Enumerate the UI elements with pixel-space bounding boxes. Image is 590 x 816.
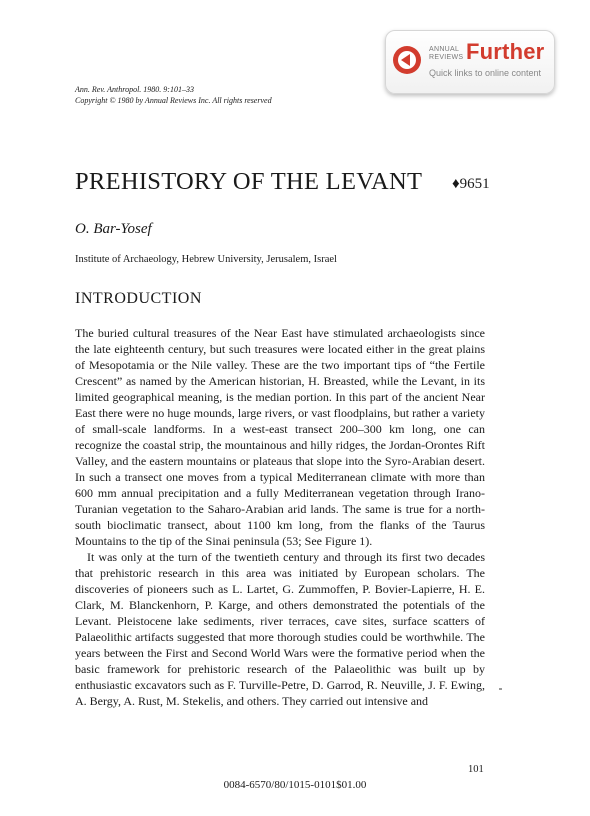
- article-code: ♦9651: [452, 176, 490, 192]
- citation-line: Ann. Rev. Anthropol. 1980. 9:101–33: [75, 85, 194, 94]
- copyright-line: Copyright © 1980 by Annual Reviews Inc. All rights reserved: [75, 96, 272, 105]
- play-arrow-icon: [392, 45, 422, 75]
- section-heading: INTRODUCTION: [75, 290, 202, 307]
- journal-citation: [75, 84, 272, 106]
- annual-reviews-label: ANNUAL REVIEWS: [429, 46, 464, 61]
- scan-speck: [499, 688, 502, 690]
- page-number: 101: [468, 764, 484, 775]
- author-name: O. Bar-Yosef: [75, 221, 152, 237]
- annual-reviews-further-badge[interactable]: [385, 30, 555, 94]
- article-title: PREHISTORY OF THE LEVANT: [75, 168, 423, 195]
- footer-code: 0084-6570/80/1015-0101$01.00: [223, 779, 367, 791]
- paragraph: The buried cultural treasures of the Near East have stimulated archaeologists since the late eighteenth century, but such treasures were located either in the great plains of Mesopotamia or the Nile valley. These are the two important tips of “the Fertile Crescent” as named by the American historian, H. Breasted, while the Levant, in its limited geographical meaning, is the median portion. In this part of the ancient Near East there were no huge mounds, large rivers, or vast floodplains, but rather a variety of small-scale landforms. In a west-east transect 200–300 km long, one can recognize the coastal strip, the mountainous and hilly ridges, the Jordan-Orontes Rift Valley, and the eastern mountains or plateaus that slope into the Syro-Arabian desert. In such a transect one moves from a typical Mediterranean climate with more than 600 mm annual precipitation and a fully Mediterranean vegetation through Irano-Turanian vegetation to the Saharo-Arabian arid lands. The same is true for a north-south bioclimatic transect, about 1100 km long, from the flanks of the Taurus Mountains to the tip of the Sinai peninsula (53; See Figure 1).: [75, 326, 485, 548]
- further-label: Further: [466, 39, 545, 64]
- quick-links-tagline: Quick links to online content: [429, 68, 542, 78]
- paragraph: It was only at the turn of the twentieth century and through its first two decades that prehistoric research in this area was initiated by European scholars. The discoveries of pioneers such as L. Lartet, G. Zummoffen, P. Bovier-Lapierre, H. E. Clark, M. Blanckenhorn, P. Karge, and others demonstrated the potentials of the Levant. Pleistocene lake sediments, river terraces, cave sites, surface scatters of Palaeolithic artifacts suggested that more thorough studies could be worthwhile. The years between the First and Second World Wars were the formative period when the basic framework for prehistoric research of the Palaeolithic was built up by enthusiastic excavators such as F. Turville-Petre, D. Garrod, R. Neuville, J. F. Ewing, A. Bergy, A. Rust, M. Stekelis, and others. They carried out intensive and: [75, 550, 485, 708]
- author-affiliation: Institute of Archaeology, Hebrew University, Jerusalem, Israel: [75, 254, 337, 265]
- article-body: [75, 325, 485, 709]
